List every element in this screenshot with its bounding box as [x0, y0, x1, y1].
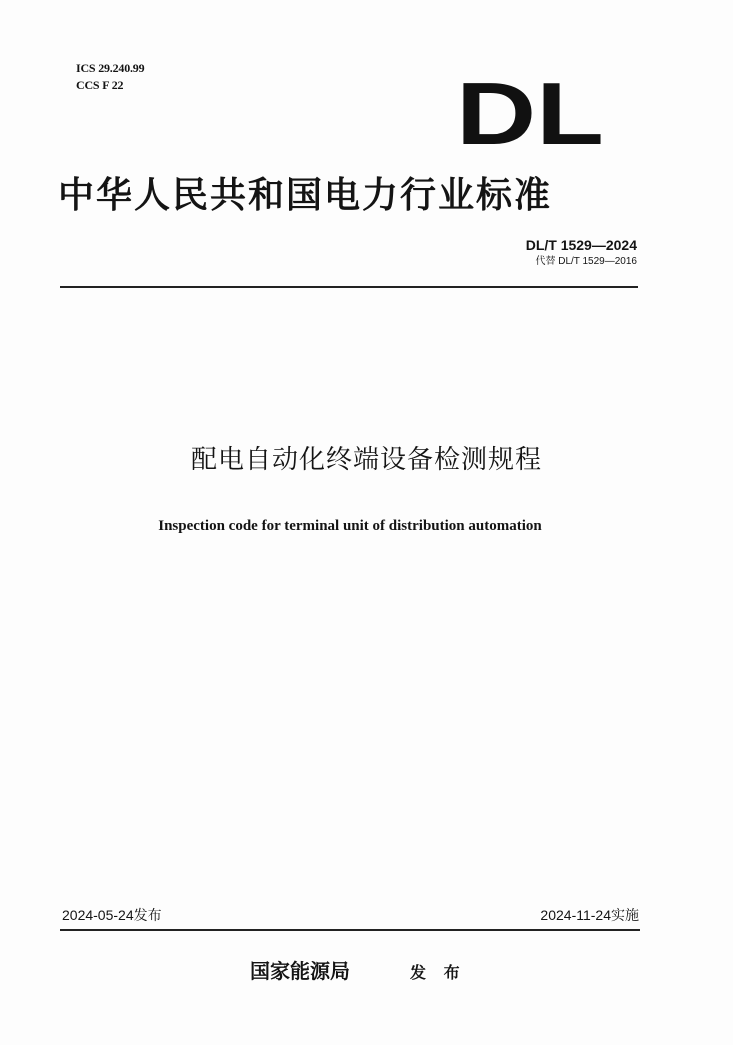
issuing-authority: 国家能源局 — [250, 959, 350, 983]
standard-code-block — [526, 236, 637, 269]
footer-divider — [60, 929, 640, 931]
classification-block — [76, 60, 144, 94]
document-title-chinese: 配电自动化终端设备检测规程 — [190, 445, 542, 475]
dl-logo — [456, 64, 604, 163]
replaced-standard: 代替 DL/T 1529—2016 — [535, 256, 637, 267]
issue-label: 发 布 — [410, 963, 466, 982]
ccs-code: CCS F 22 — [76, 78, 124, 92]
dl-logo-text: DL — [456, 64, 604, 163]
ics-code: ICS 29.240.99 — [76, 61, 145, 75]
publication-date: 2024-05-24发布 — [62, 907, 162, 923]
header-divider — [60, 286, 638, 288]
issuing-industry-title: 中华人民共和国电力行业标准 — [58, 175, 553, 216]
implementation-date: 2024-11-24实施 — [540, 907, 639, 923]
standard-number: DL/T 1529—2024 — [525, 237, 637, 253]
document-title-english: Inspection code for terminal unit of distribution automation — [158, 518, 542, 534]
